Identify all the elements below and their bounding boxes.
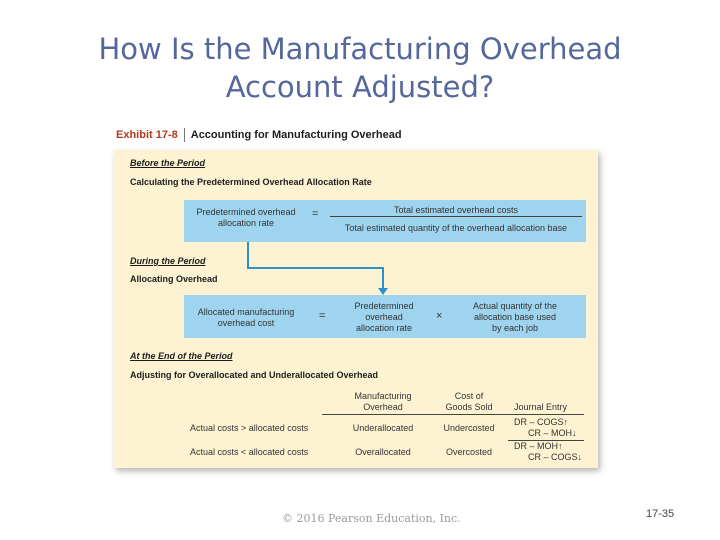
connector-line-across xyxy=(247,267,384,269)
during-period-heading: During the Period xyxy=(130,256,206,266)
allocated-equals-sign: = xyxy=(319,310,326,322)
table-header-rule xyxy=(322,414,584,415)
rate-lhs-line2: allocation rate xyxy=(217,218,275,228)
rate-equals-sign: = xyxy=(312,208,319,220)
actual-qty-line3: by each job xyxy=(491,323,539,333)
row2-condition: Actual costs < allocated costs xyxy=(190,447,309,457)
row2-moh: Overallocated xyxy=(355,447,411,457)
row2-journal-line2: CR – COGS↓ xyxy=(528,452,583,462)
page-number: 17-35 xyxy=(646,508,675,520)
col-cogs-line2: Goods Sold xyxy=(445,402,493,412)
row1-journal-line2: CR – MOH↓ xyxy=(528,428,577,438)
row1-cogs: Undercosted xyxy=(443,423,495,433)
before-period-heading: Before the Period xyxy=(130,158,206,168)
connector-arrow-head-icon xyxy=(378,288,388,295)
slide-title-line2: Account Adjusted? xyxy=(225,70,495,104)
during-period-subheading: Allocating Overhead xyxy=(130,274,218,284)
allocated-lhs-line2: overhead cost xyxy=(217,318,275,328)
connector-line-down xyxy=(247,242,249,269)
allocated-rate-line1: Predetermined xyxy=(354,301,414,311)
col-moh-line2: Overhead xyxy=(363,402,403,412)
row1-journal-line1: DR – COGS↑ xyxy=(514,417,569,427)
actual-qty-line1: Actual quantity of the xyxy=(472,301,558,311)
row1-condition: Actual costs > allocated costs xyxy=(190,423,309,433)
col-moh-line1: Manufacturing xyxy=(354,391,412,401)
rate-denominator: Total estimated quantity of the overhead allocation base xyxy=(344,223,568,233)
connector-line-down-to-rate xyxy=(382,267,384,288)
end-period-heading: At the End of the Period xyxy=(130,351,233,361)
allocated-rate-line2: overhead xyxy=(365,312,403,322)
rate-fraction-bar xyxy=(330,216,582,217)
before-period-subheading: Calculating the Predetermined Overhead Allocation Rate xyxy=(130,177,372,187)
rate-numerator: Total estimated overhead costs xyxy=(393,205,519,215)
copyright-notice: © 2016 Pearson Education, Inc. xyxy=(282,512,461,525)
col-journal-entry: Journal Entry xyxy=(514,402,568,412)
col-cogs-line1: Cost of xyxy=(454,391,484,401)
exhibit-number: Exhibit 17-8 xyxy=(116,129,178,141)
slide-title-line1: How Is the Manufacturing Overhead xyxy=(98,32,622,66)
end-period-subheading: Adjusting for Overallocated and Underallocated Overhead xyxy=(130,370,379,380)
allocated-rate-line3: allocation rate xyxy=(355,323,413,333)
exhibit-title: Accounting for Manufacturing Overhead xyxy=(190,129,402,141)
exhibit-divider xyxy=(184,128,185,142)
row2-cogs: Overcosted xyxy=(445,447,493,457)
rate-lhs-line1: Predetermined overhead xyxy=(196,207,296,217)
exhibit-header xyxy=(116,126,402,144)
allocated-lhs-line1: Allocated manufacturing xyxy=(197,307,295,317)
row1-moh: Underallocated xyxy=(352,423,414,433)
exhibit-panel xyxy=(114,150,598,468)
actual-qty-line2: allocation base used xyxy=(473,312,557,322)
times-sign: × xyxy=(436,310,443,322)
slide-title xyxy=(0,30,720,106)
row2-journal-line1: DR – MOH↑ xyxy=(514,441,563,451)
